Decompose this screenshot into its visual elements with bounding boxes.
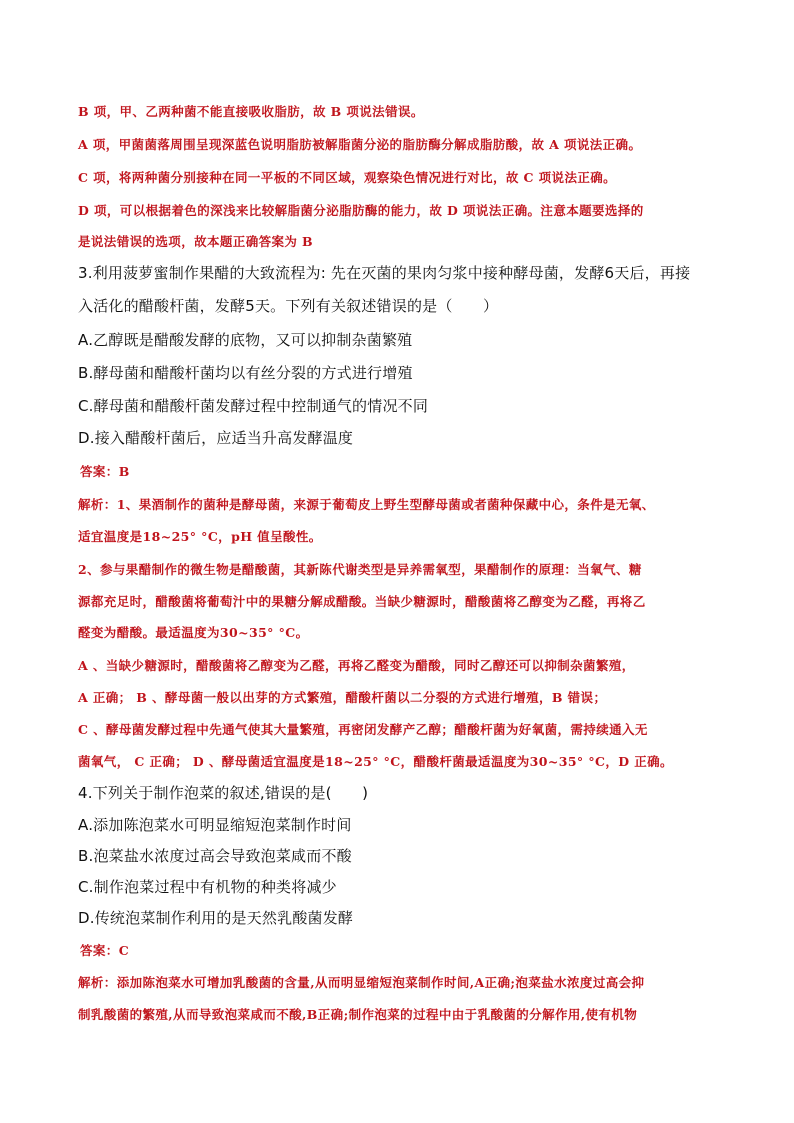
q3-analysis-line: 适宜温度是18~25° °C，pH 值呈酸性。	[78, 529, 322, 544]
analysis-option-d: D 项，可以根据着色的深浅来比较解脂菌分泌脂肪酶的能力，故 D 项说法正确。注意本题要选择的	[78, 203, 644, 218]
q3-analysis-line: A 正确； B 、酵母菌一般以出芽的方式繁殖，醋酸杆菌以二分裂的方式进行增殖，B 错误；	[78, 690, 607, 705]
q4-analysis-line: 制乳酸菌的繁殖,从而导致泡菜咸而不酸,B正确;制作泡菜的过程中由于乳酸菌的分解作用,使有机物	[78, 1007, 638, 1022]
q4-option-d: D.传统泡菜制作利用的是天然乳酸菌发酵	[78, 909, 354, 927]
analysis-option-b: B 项，甲、乙两种菌不能直接吸收脂肪，故 B 项说法错误。	[78, 104, 424, 119]
q4-stem: 4.下列关于制作泡菜的叙述,错误的是( )	[78, 784, 369, 802]
q3-option-a: A.乙醇既是醋酸发酵的底物，又可以抑制杂菌繁殖	[78, 331, 413, 349]
q3-analysis-line: A 、当缺少糖源时，醋酸菌将乙醇变为乙醛，再将乙醛变为醋酸，同时乙醇还可以抑制杂菌繁殖，	[78, 658, 635, 673]
q3-analysis-line: 源都充足时，醋酸菌将葡萄汁中的果糖分解成醋酸。当缺少糖源时，醋酸菌将乙醇变为乙醛，再将乙	[78, 594, 646, 609]
q4-analysis-line: 解析：添加陈泡菜水可增加乳酸菌的含量,从而明显缩短泡菜制作时间,A正确;泡菜盐水浓度过高会抑	[78, 975, 645, 990]
q4-answer: 答案：C	[80, 943, 130, 958]
q3-option-d: D.接入醋酸杆菌后，应适当升高发酵温度	[78, 429, 354, 447]
q3-stem-line-2: 入活化的醋酸杆菌，发酵5天。下列有关叙述错误的是（ ）	[78, 297, 499, 315]
q3-option-b: B.酵母菌和醋酸杆菌均以有丝分裂的方式进行增殖	[78, 364, 413, 382]
q4-option-c: C.制作泡菜过程中有机物的种类将减少	[78, 878, 337, 896]
q3-analysis-line: C 、酵母菌发酵过程中先通气使其大量繁殖，再密闭发酵产乙醇；醋酸杆菌为好氧菌，需持续通入无	[78, 722, 648, 737]
q3-stem-line-1: 3.利用菠萝蜜制作果醋的大致流程为: 先在灭菌的果肉匀浆中接种酵母菌，发酵6天后，再接	[78, 264, 691, 282]
q3-analysis-line: 2、参与果醋制作的微生物是醋酸菌，其新陈代谢类型是异养需氧型，果醋制作的原理：当氧气、糖	[78, 562, 642, 577]
q3-analysis-line: 醛变为醋酸。最适温度为30~35° °C。	[78, 625, 309, 640]
q4-option-b: B.泡菜盐水浓度过高会导致泡菜咸而不酸	[78, 847, 352, 865]
q3-analysis-line: 菌氧气， C 正确； D 、酵母菌适宜温度是18~25° °C，醋酸杆菌最适温度为30~35° °C，D 正确。	[78, 754, 673, 769]
analysis-conclusion: 是说法错误的选项，故本题正确答案为 B	[78, 234, 314, 249]
analysis-option-c: C 项，将两种菌分别接种在同一平板的不同区域，观察染色情况进行对比，故 C 项说法正确。	[78, 170, 617, 185]
q3-answer: 答案：B	[80, 464, 130, 479]
q3-analysis-line: 解析：1、果酒制作的菌种是酵母菌，来源于葡萄皮上野生型酵母菌或者菌种保藏中心，条件是无氧、	[78, 497, 655, 512]
analysis-option-a: A 项，甲菌菌落周围呈现深蓝色说明脂肪被解脂菌分泌的脂肪酶分解成脂肪酸，故 A 项说法正确。	[78, 137, 642, 152]
q4-option-a: A.添加陈泡菜水可明显缩短泡菜制作时间	[78, 816, 352, 834]
q3-option-c: C.酵母菌和醋酸杆菌发酵过程中控制通气的情况不同	[78, 397, 429, 415]
